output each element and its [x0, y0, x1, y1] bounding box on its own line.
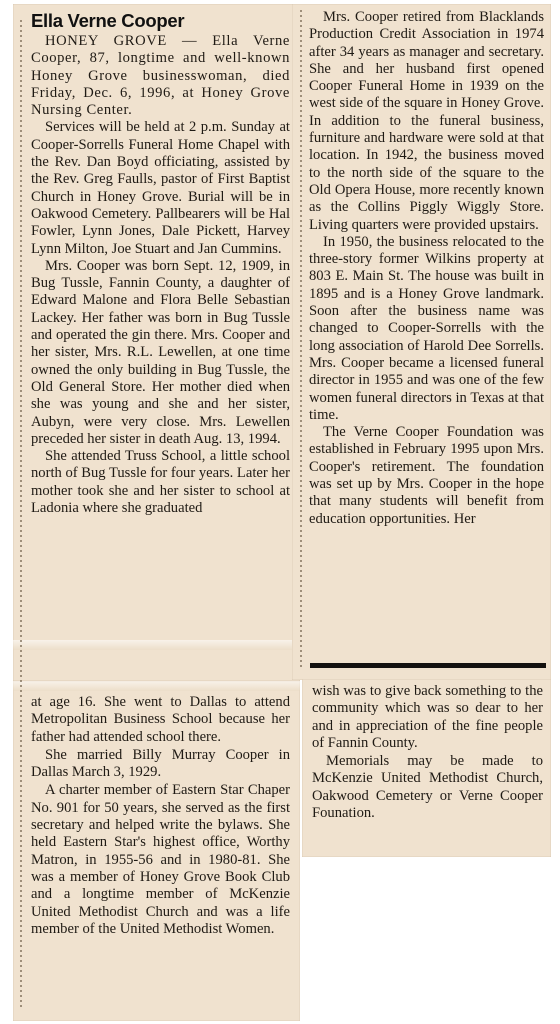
memorials-paragraph: Memorials may be made to McKenzie United Methodist Church, Oakwood Cemetery or Verne Cooper Founation. [312, 753, 543, 822]
marriage-paragraph: She married Billy Murray Cooper in Dallas March 3, 1929. [31, 746, 290, 781]
eastern-star-paragraph: A charter member of Eastern Star Chaper No. 901 for 50 years, she served as the first secretary and helped write the bylaws. She held Eastern Star's highest office, Worthy Matron, in 1955-56 and in 1980-81. She was a member of Honey Grove Book Club and a longtime member of McKenzie United Methodist Church and was a life member of the United Methodist Women. [31, 782, 290, 937]
foundation-paragraph-continued: wish was to give back something to the community which was so dear to her and in appreciation of the fine people of Fannin County. [312, 683, 543, 751]
right-perforation-line [300, 10, 302, 670]
school-paragraph-continued: at age 16. She went to Dallas to attend Metropolitan Business School because her father had attended school there. [31, 694, 290, 745]
obituary-headline: Ella Verne Cooper [31, 10, 185, 31]
column-end-rule [310, 663, 546, 668]
birth-paragraph: Mrs. Cooper was born Sept. 12, 1909, in Bug Tussle, Fannin County, a daughter of Edward Malone and Flora Belle Sebastian Lackey. Her father was born in Bug Tussle and operated the gin there. Mrs. Cooper and her sister, Mrs. R.L. Lewellen, at one time owned the only building in Bug Tussle, the Old General Store. Her mother died when she was young and she and her sister, Aubyn, were very close. Mrs. Lewellen preceded her sister in death Aug. 13, 1994. [31, 257, 290, 447]
career-paragraph: Mrs. Cooper retired from Blacklands Production Credit Association in 1974 after 34 years as manager and secretary. She and her husband first opened Cooper Funeral Home in 1939 on the west side of the square in Honey Grove. In addition to the funeral business, furniture and hardware were sold at that location. In 1942, the business moved to the north side of the square to the Old Opera House, more recently known as the Collins Piggly Wiggly Store. Living quarters were provided upstairs. [309, 9, 544, 233]
left-perforation-line [20, 20, 22, 1010]
clipping-column-2-top [292, 4, 551, 680]
school-paragraph: She attended Truss School, a little school north of Bug Tussle for four years. Later her mother took she and her sister to school at Ladonia where she graduated [31, 448, 290, 517]
clipping-column-2-bottom [302, 679, 551, 857]
services-paragraph: Services will be held at 2 p.m. Sunday at Cooper-Sorrells Funeral Home Chapel with the Rev. Dan Boyd officiating, assisted by the Rev. Greg Faulls, pastor of First Baptist Church in Honey Grove. Burial will be in Oakwood Cemetery. Pallbearers will be Hal Fowler, Lynn Jones, Dale Pickett, Harvey Lynn Milton, Joe Stuart and Jan Cummins. [31, 119, 290, 257]
lead-paragraph: HONEY GROVE — Ella Verne Cooper, 87, longtime and well-known Honey Grove businesswoman, died Friday, Dec. 6, 1996, at Honey Grove Nursing Center. [31, 33, 290, 119]
foundation-paragraph: The Verne Cooper Foundation was established in February 1995 upon Mrs. Cooper's retirement. The foundation was set up by Mrs. Cooper in the hope that many students will benefit from education opportunities. Her [309, 424, 544, 527]
clipping-column-1-top [13, 4, 300, 681]
relocation-paragraph: In 1950, the business relocated to the three-story former Wilkins property at 803 E. Main St. The house was built in 1895 and is a Honey Grove landmark. Soon after the business name was changed to Cooper-Sorrells with the long association of Harold Dee Sorrells. Mrs. Cooper became a licensed funeral director in 1955 and was one of the few women funeral directors in Texas at that time. [309, 233, 544, 423]
clipping-column-1-bottom [13, 681, 300, 1021]
